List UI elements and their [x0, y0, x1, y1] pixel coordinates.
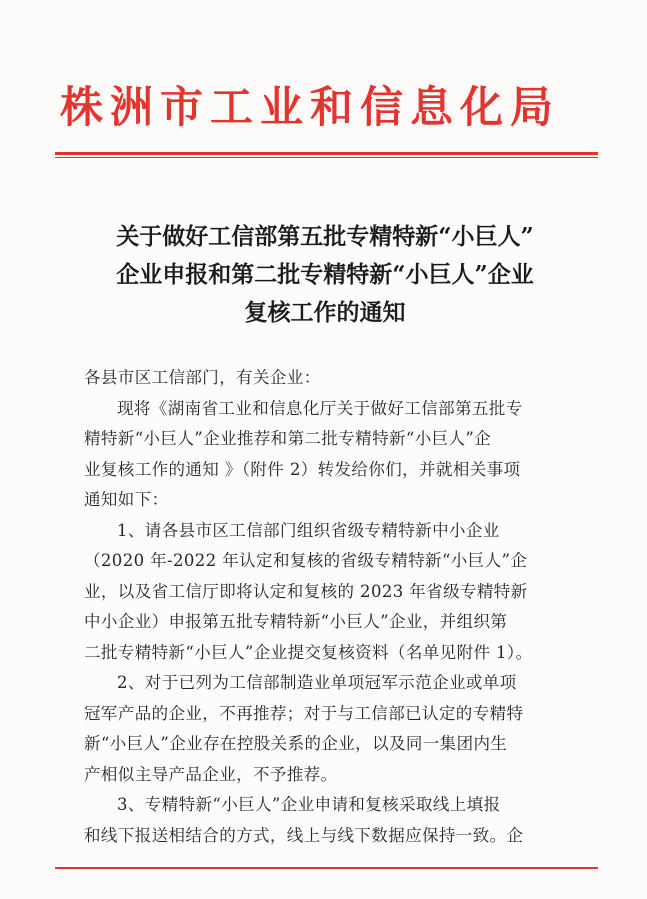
red-divider-top — [55, 152, 598, 155]
title-line: 企业申报和第二批专精特新“小巨人”企业 — [116, 261, 534, 288]
red-divider-bottom — [55, 867, 598, 869]
red-divider-top-thin — [55, 157, 598, 158]
body-line: 二批专精特新“小巨人”企业提交复核资料（名单见附件 1）。 — [84, 642, 533, 662]
body-line: 冠军产品的企业，不再推荐；对于与工信部已认定的专精特 — [84, 703, 524, 723]
body-line: 精特新“小巨人”企业推荐和第二批专精特新“小巨人”企 — [84, 429, 492, 448]
body-line: 业复核工作的通知 》（附件 2）转发给你们，并就相关事项 — [84, 459, 521, 479]
body-line: （2020 年-2022 年认定和复核的省级专精特新“小巨人”企 — [84, 551, 528, 570]
body-line: 现将《湖南省工业和信息化厅关于做好工信部第五批专 — [117, 398, 523, 418]
agency-header: 株洲市工业和信息化局 — [60, 83, 560, 133]
body-line: 3、专精特新“小巨人”企业申请和复核采取线上填报 — [117, 795, 501, 814]
title-line: 关于做好工信部第五批专精特新“小巨人” — [116, 223, 534, 250]
body-line: 1、请各县市区工信部门组织省级专精特新中小企业 — [117, 520, 500, 540]
title-line: 复核工作的通知 — [244, 299, 406, 326]
body-line: 和线下报送相结合的方式，线上与线下数据应保持一致。企 — [84, 825, 524, 845]
body-line: 2、对于已列为工信部制造业单项冠军示范企业或单项 — [117, 673, 517, 692]
document-body — [84, 363, 564, 851]
salutation: 各县市区工信部门，有关企业： — [84, 368, 321, 387]
body-line: 产相似主导产品企业，不予推荐。 — [84, 764, 338, 784]
body-line: 中小企业）申报第五批专精特新“小巨人”企业，并组织第 — [84, 612, 508, 631]
body-line: 新“小巨人”企业存在控股关系的企业，以及同一集团内生 — [84, 734, 508, 753]
body-line: 业，以及省工信厅即将认定和复核的 2023 年省级专精特新 — [84, 581, 528, 601]
body-line: 通知如下： — [84, 490, 169, 509]
document-title — [60, 218, 590, 332]
